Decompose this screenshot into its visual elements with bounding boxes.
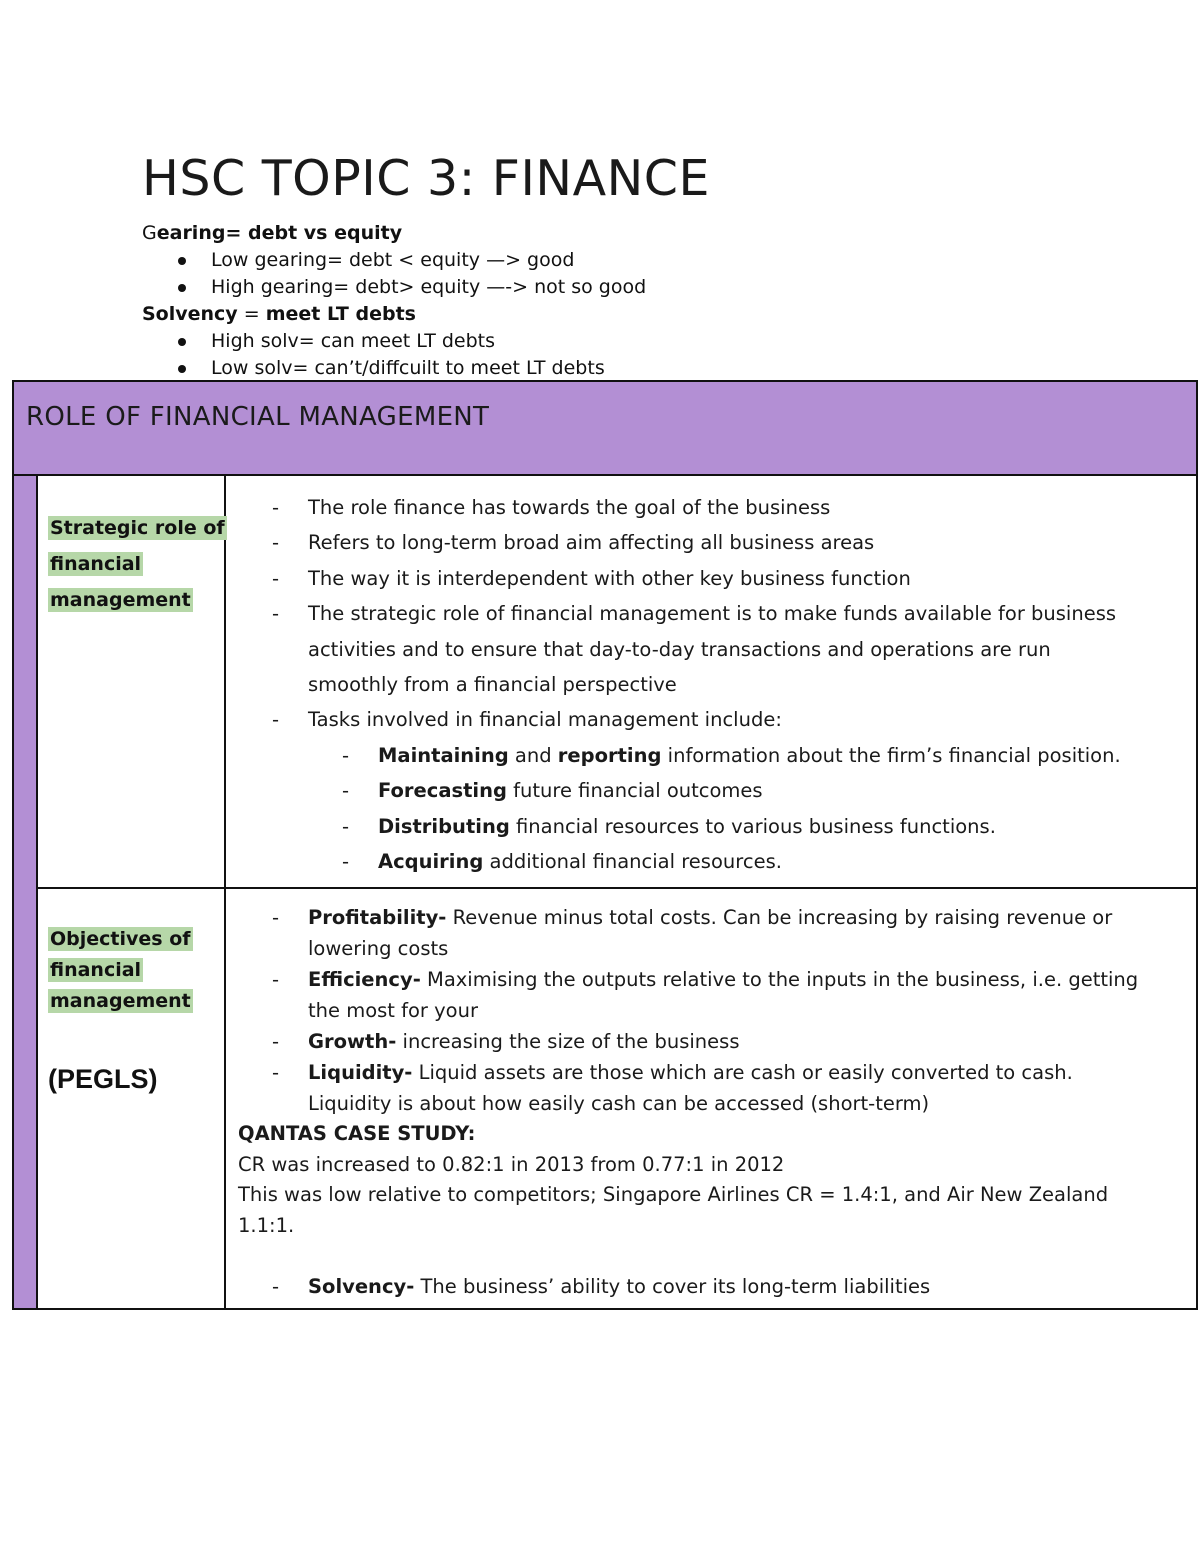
bullet-icon [178, 338, 186, 346]
strategic-role-content [238, 490, 1188, 879]
solvency-bullet: High solv= can meet LT debts [142, 328, 1042, 355]
case-study-title: QANTAS CASE STUDY: [238, 1122, 476, 1145]
objective-item: - Solvency- The business’ ability to cover its long-term liabilities [272, 1275, 931, 1298]
objective-continuation: lowering costs [308, 937, 449, 960]
table-header-title: ROLE OF FINANCIAL MANAGEMENT [26, 402, 490, 432]
page-title: HSC TOPIC 3: FINANCE [142, 150, 710, 207]
case-study-line: This was low relative to competitors; Singapore Airlines CR = 1.4:1, and Air New Zealand [238, 1183, 1109, 1206]
list-item: - The strategic role of financial management is to make funds available for business [272, 602, 1117, 626]
task-item: - Maintaining and reporting information about the firm’s financial position. [342, 743, 1121, 767]
solvency-bullet: Low solv= can’t/diffcuilt to meet LT debts [142, 355, 1042, 382]
objective-item: - Profitability- Revenue minus total costs. Can be increasing by raising revenue or [272, 906, 1113, 929]
intro-notes [142, 220, 1042, 382]
list-item: - The way it is interdependent with other key business function [272, 566, 911, 590]
objective-item: - Efficiency- Maximising the outputs relative to the inputs in the business, i.e. getting [272, 968, 1139, 991]
pegls-acronym: (PEGLS) [48, 1064, 158, 1094]
objective-item: - Liquidity- Liquid assets are those which are cash or easily converted to cash. [272, 1061, 1073, 1084]
bullet-icon [178, 284, 186, 292]
financial-management-table [12, 380, 1198, 1310]
gearing-bullet: Low gearing= debt < equity —> good [142, 247, 1042, 274]
list-item: - The role finance has towards the goal of the business [272, 496, 831, 519]
row-label-strategic-role: Strategic role of financial management [50, 517, 225, 611]
bullet-icon [178, 257, 186, 265]
task-item: - Distributing financial resources to various business functions. [342, 814, 996, 838]
task-item: - Forecasting future financial outcomes [342, 779, 763, 803]
objective-item: - Growth- increasing the size of the business [272, 1030, 740, 1053]
objective-continuation: Liquidity is about how easily cash can be accessed (short-term) [308, 1092, 930, 1115]
gearing-bullet: High gearing= debt> equity —-> not so good [142, 274, 1042, 301]
list-item-continuation: smoothly from a financial perspective [308, 673, 677, 697]
solvency-heading: Solvency = meet LT debts [142, 303, 416, 325]
list-item-continuation: activities and to ensure that day-to-day transactions and operations are run [308, 637, 1051, 661]
objective-continuation: the most for your [308, 999, 478, 1022]
gearing-heading: Gearing= debt vs equity [142, 222, 403, 244]
objectives-content [238, 902, 1188, 1302]
bullet-icon [178, 365, 186, 373]
list-item: - Refers to long-term broad aim affecting all business areas [272, 531, 875, 555]
task-item: - Acquiring additional financial resources. [342, 850, 782, 874]
row-label-objectives: Objectives of financial management [50, 928, 191, 1012]
case-study-line: CR was increased to 0.82:1 in 2013 from 0.77:1 in 2012 [238, 1152, 785, 1176]
case-study-line: 1.1:1. [238, 1213, 295, 1237]
list-item: - Tasks involved in financial management include: [272, 708, 782, 732]
